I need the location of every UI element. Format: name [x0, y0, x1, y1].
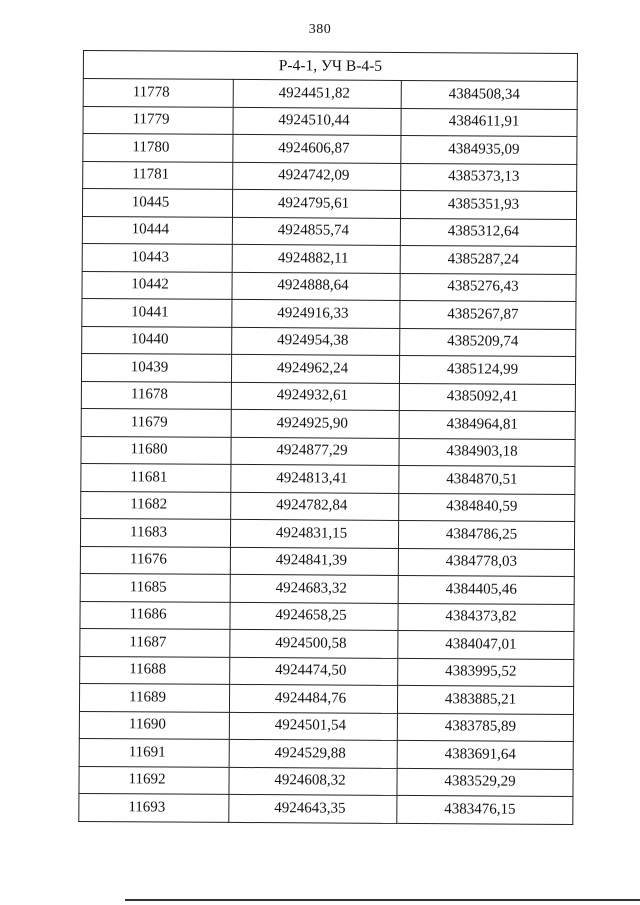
point-number-cell: 11679 — [81, 408, 231, 436]
table-row — [83, 161, 577, 192]
point-number-cell: 10444 — [82, 216, 232, 244]
point-number-cell: 11678 — [81, 381, 231, 409]
x-coordinate-cell: 4924643,35 — [229, 794, 397, 823]
point-number-cell: 11686 — [80, 601, 230, 629]
point-number-cell: 11779 — [83, 106, 233, 134]
table-row — [79, 711, 573, 742]
y-coordinate-cell: 4385092,41 — [399, 383, 575, 412]
y-coordinate-cell: 4384611,91 — [401, 108, 577, 137]
x-coordinate-cell: 4924831,15 — [230, 519, 398, 548]
point-number-cell: 11681 — [81, 463, 231, 491]
y-coordinate-cell: 4384964,81 — [399, 410, 575, 439]
table-row — [80, 628, 574, 659]
table-row — [80, 656, 574, 687]
y-coordinate-cell: 4384786,25 — [398, 520, 574, 549]
y-coordinate-cell: 4385312,64 — [400, 218, 576, 247]
point-number-cell: 10443 — [82, 243, 232, 271]
table-row — [82, 271, 576, 302]
table-row — [79, 683, 573, 714]
x-coordinate-cell: 4924608,32 — [229, 767, 397, 796]
y-coordinate-cell: 4384778,03 — [398, 548, 574, 577]
point-number-cell: 11685 — [80, 573, 230, 601]
table-row — [83, 134, 577, 165]
table-row — [82, 298, 576, 329]
y-coordinate-cell: 4385267,87 — [400, 300, 576, 329]
table-row — [82, 326, 576, 357]
x-coordinate-cell: 4924855,74 — [232, 217, 400, 246]
coordinates-table — [78, 50, 578, 825]
y-coordinate-cell: 4385124,99 — [399, 355, 575, 384]
y-coordinate-cell: 4384047,01 — [398, 630, 574, 659]
point-number-cell: 11688 — [80, 656, 230, 684]
y-coordinate-cell: 4385287,24 — [400, 245, 576, 274]
page-number: 380 — [308, 22, 332, 37]
x-coordinate-cell: 4924916,33 — [232, 299, 400, 328]
x-coordinate-cell: 4924888,64 — [232, 272, 400, 301]
footer-divider — [125, 899, 640, 901]
y-coordinate-cell: 4384508,34 — [401, 80, 577, 109]
point-number-cell: 10442 — [82, 271, 232, 299]
x-coordinate-cell: 4924658,25 — [230, 602, 398, 631]
y-coordinate-cell: 4384405,46 — [398, 575, 574, 604]
table-header-row — [83, 51, 577, 82]
table-body — [79, 79, 578, 825]
y-coordinate-cell: 4383691,64 — [397, 740, 573, 769]
table-row — [80, 546, 574, 577]
y-coordinate-cell: 4385373,13 — [401, 163, 577, 192]
x-coordinate-cell: 4924882,11 — [232, 244, 400, 273]
point-number-cell: 11780 — [83, 134, 233, 162]
point-number-cell: 10440 — [82, 326, 232, 354]
x-coordinate-cell: 4924813,41 — [231, 464, 399, 493]
point-number-cell: 10445 — [82, 189, 232, 217]
x-coordinate-cell: 4924510,44 — [233, 107, 401, 136]
y-coordinate-cell: 4383995,52 — [398, 658, 574, 687]
table-row — [81, 436, 575, 467]
table-row — [79, 738, 573, 769]
point-number-cell: 11693 — [79, 793, 229, 821]
table-row — [81, 408, 575, 439]
point-number-cell: 11687 — [80, 628, 230, 656]
x-coordinate-cell: 4924954,38 — [232, 327, 400, 356]
x-coordinate-cell: 4924841,39 — [230, 547, 398, 576]
point-number-cell: 11691 — [79, 738, 229, 766]
table-row — [82, 189, 576, 220]
x-coordinate-cell: 4924877,29 — [231, 437, 399, 466]
x-coordinate-cell: 4924962,24 — [231, 354, 399, 383]
table-row — [81, 491, 575, 522]
x-coordinate-cell: 4924925,90 — [231, 409, 399, 438]
y-coordinate-cell: 4383476,15 — [397, 795, 573, 824]
x-coordinate-cell: 4924484,76 — [229, 684, 397, 713]
point-number-cell: 10441 — [82, 298, 232, 326]
table-row — [82, 216, 576, 247]
table-row — [81, 463, 575, 494]
x-coordinate-cell: 4924500,58 — [230, 629, 398, 658]
table-row — [83, 106, 577, 137]
x-coordinate-cell: 4924683,32 — [230, 574, 398, 603]
table-row — [79, 766, 573, 797]
coordinates-table-container — [83, 50, 577, 822]
point-number-cell: 11682 — [81, 491, 231, 519]
x-coordinate-cell: 4924932,61 — [231, 382, 399, 411]
point-number-cell: 11692 — [79, 766, 229, 794]
y-coordinate-cell: 4385351,93 — [400, 190, 576, 219]
y-coordinate-cell: 4383885,21 — [397, 685, 573, 714]
x-coordinate-cell: 4924795,61 — [232, 189, 400, 218]
y-coordinate-cell: 4383785,89 — [397, 713, 573, 742]
x-coordinate-cell: 4924782,84 — [231, 492, 399, 521]
table-row — [81, 381, 575, 412]
y-coordinate-cell: 4385276,43 — [400, 273, 576, 302]
point-number-cell: 10439 — [81, 353, 231, 381]
table-row — [80, 573, 574, 604]
table-row — [82, 243, 576, 274]
point-number-cell: 11690 — [79, 711, 229, 739]
x-coordinate-cell: 4924606,87 — [233, 134, 401, 163]
point-number-cell: 11680 — [81, 436, 231, 464]
point-number-cell: 11683 — [80, 518, 230, 546]
point-number-cell: 11689 — [79, 683, 229, 711]
x-coordinate-cell: 4924742,09 — [233, 162, 401, 191]
table-row — [81, 353, 575, 384]
y-coordinate-cell: 4384373,82 — [398, 603, 574, 632]
y-coordinate-cell: 4384935,09 — [401, 135, 577, 164]
point-number-cell: 11778 — [83, 79, 233, 107]
y-coordinate-cell: 4384870,51 — [399, 465, 575, 494]
x-coordinate-cell: 4924501,54 — [229, 712, 397, 741]
y-coordinate-cell: 4383529,29 — [397, 768, 573, 797]
table-row — [79, 793, 573, 824]
point-number-cell: 11781 — [83, 161, 233, 189]
table-header: Р-4-1, УЧ В-4-5 — [83, 51, 577, 82]
x-coordinate-cell: 4924474,50 — [230, 657, 398, 686]
point-number-cell: 11676 — [80, 546, 230, 574]
table-row — [80, 601, 574, 632]
x-coordinate-cell: 4924529,88 — [229, 739, 397, 768]
table-row — [80, 518, 574, 549]
y-coordinate-cell: 4384903,18 — [399, 438, 575, 467]
y-coordinate-cell: 4385209,74 — [400, 328, 576, 357]
x-coordinate-cell: 4924451,82 — [233, 79, 401, 108]
y-coordinate-cell: 4384840,59 — [399, 493, 575, 522]
table-row — [83, 79, 577, 110]
